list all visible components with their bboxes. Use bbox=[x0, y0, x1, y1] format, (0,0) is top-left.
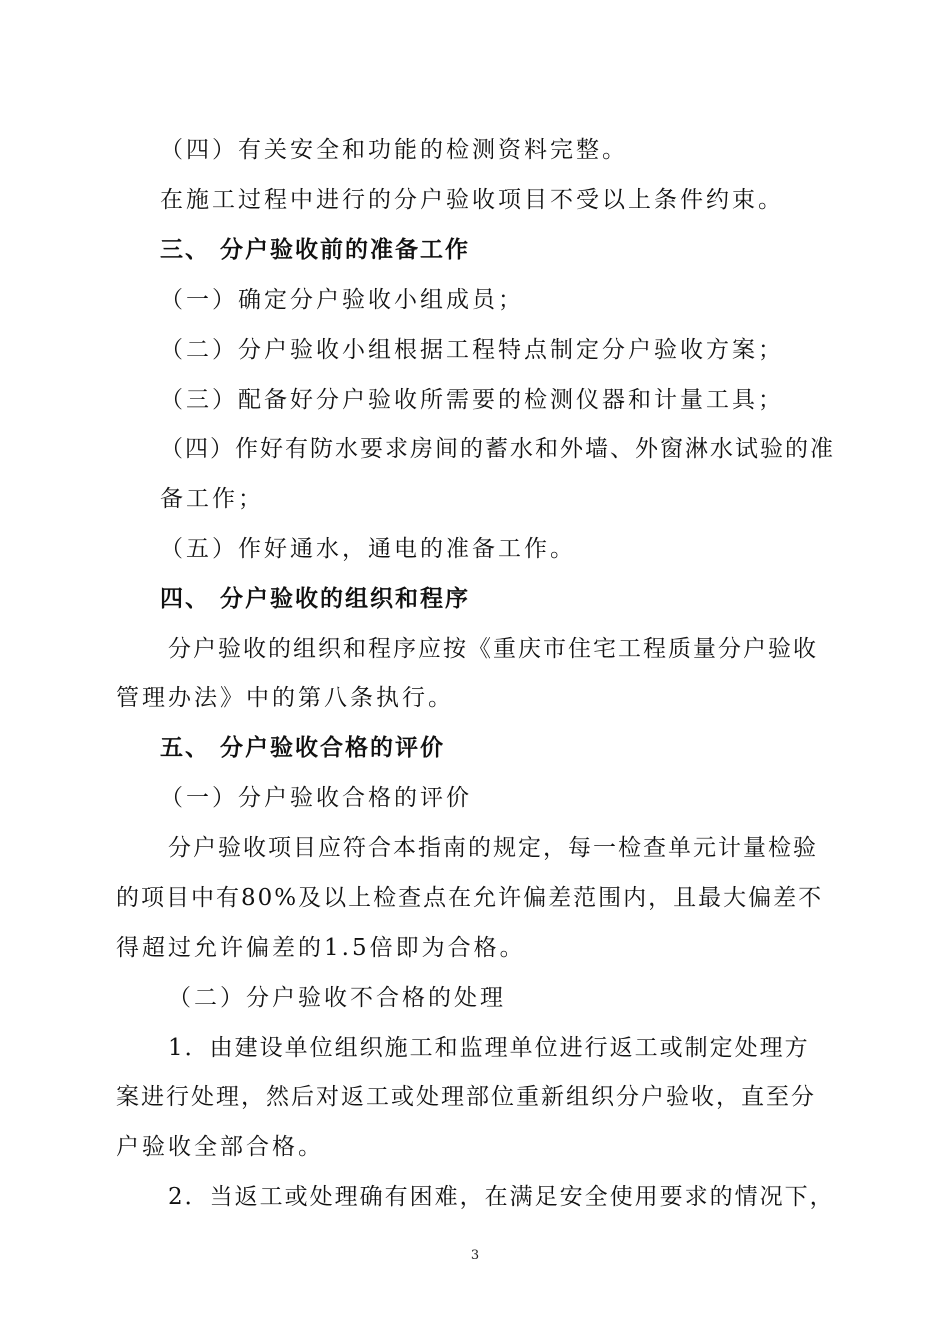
text-line: （二）分户验收不合格的处理 bbox=[168, 985, 506, 1011]
text-line: （五）作好通水，通电的准备工作。 bbox=[160, 536, 576, 562]
text-line: 备工作； bbox=[160, 486, 264, 512]
text-line: （二）分户验收小组根据工程特点制定分户验收方案； bbox=[160, 337, 784, 363]
text-line: 户验收全部合格。 bbox=[116, 1134, 324, 1160]
section-heading: 三、 分户验收前的准备工作 bbox=[160, 237, 471, 263]
text-line: 1．由建设单位组织施工和监理单位进行返工或制定处理方 bbox=[168, 1035, 810, 1061]
text-line: 管理办法》中的第八条执行。 bbox=[116, 685, 454, 711]
text-line: （三）配备好分户验收所需要的检测仪器和计量工具； bbox=[160, 387, 784, 413]
text-line: （一）确定分户验收小组成员； bbox=[160, 287, 524, 313]
text-line: （一）分户验收合格的评价 bbox=[160, 785, 472, 811]
text-line: 2．当返工或处理确有困难，在满足安全使用要求的情况下， bbox=[168, 1184, 835, 1210]
text-line: （四）有关安全和功能的检测资料完整。 bbox=[160, 137, 628, 163]
text-line: 案进行处理，然后对返工或处理部位重新组织分户验收，直至分 bbox=[116, 1084, 816, 1110]
text-line: 的项目中有80%及以上检查点在允许偏差范围内，且最大偏差不 bbox=[116, 885, 824, 911]
text-line: 在施工过程中进行的分户验收项目不受以上条件约束。 bbox=[160, 187, 784, 213]
text-line: 分户验收项目应符合本指南的规定，每一检查单元计量检验 bbox=[168, 835, 818, 861]
text-line: （四）作好有防水要求房间的蓄水和外墙、外窗淋水试验的准 bbox=[160, 436, 835, 462]
section-heading: 四、 分户验收的组织和程序 bbox=[160, 586, 471, 612]
page-number: 3 bbox=[470, 1248, 480, 1263]
text-line: 得超过允许偏差的1.5倍即为合格。 bbox=[116, 935, 526, 961]
text-line: 分户验收的组织和程序应按《重庆市住宅工程质量分户验收 bbox=[168, 636, 818, 662]
section-heading: 五、 分户验收合格的评价 bbox=[160, 735, 446, 761]
